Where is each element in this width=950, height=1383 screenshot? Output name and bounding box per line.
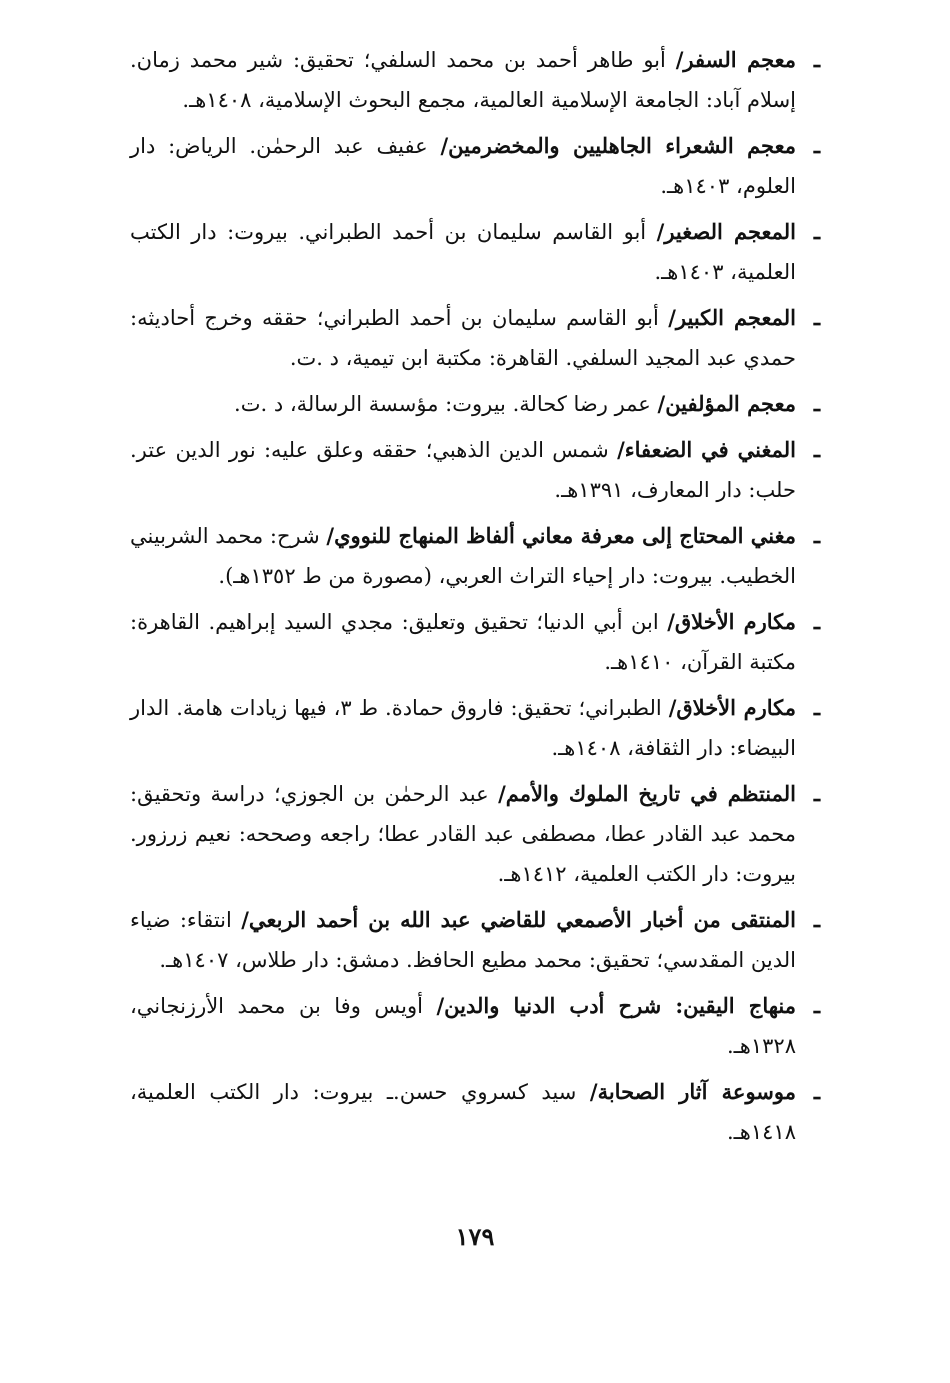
bibliography-entry — [130, 688, 820, 768]
bibliography-list — [130, 40, 820, 1158]
entry-body: عمر رضا كحالة. بيروت: مؤسسة الرسالة، د .ت. — [234, 392, 651, 416]
entry-title: المعجم الصغير/ — [656, 219, 796, 244]
bibliography-entry — [130, 774, 820, 894]
entry-dash: ـ — [813, 305, 820, 330]
bibliography-entry — [130, 384, 820, 424]
entry-title: منهاج اليقين: شرح أدب الدنيا والدين/ — [436, 993, 796, 1018]
entry-title: مكارم الأخلاق/ — [667, 609, 796, 634]
bibliography-entry — [130, 1072, 820, 1152]
entry-dash: ـ — [813, 609, 820, 634]
bibliography-entry — [130, 212, 820, 292]
entry-title: موسوعة آثار الصحابة/ — [589, 1079, 796, 1104]
entry-body: شمس الدين الذهبي؛ حققه وعلق عليه: نور الدين عتر. حلب: دار المعارف، ١٣٩١هـ. — [130, 438, 796, 502]
entry-body: سيد كسروي حسن.ـ بيروت: دار الكتب العلمية، ١٤١٨هـ. — [130, 1080, 796, 1144]
entry-body: أبو القاسم سليمان بن أحمد الطبراني؛ حققه وخرج أحاديثه: حمدي عبد المجيد السلفي. القاهرة: مكتبة ابن تيمية، د .ت. — [130, 306, 796, 370]
bibliography-entry — [130, 430, 820, 510]
entry-title: المغني في الضعفاء/ — [617, 437, 796, 462]
entry-title: مكارم الأخلاق/ — [668, 695, 796, 720]
page-number: ١٧٩ — [455, 1222, 495, 1251]
entry-title: معجم السفر/ — [675, 47, 797, 72]
entry-body: أبو القاسم سليمان بن أحمد الطبراني. بيروت: دار الكتب العلمية، ١٤٠٣هـ. — [130, 220, 796, 284]
entry-dash: ـ — [813, 133, 820, 158]
entry-body: شرح: محمد الشربيني الخطيب. بيروت: دار إحياء التراث العربي، (مصورة من ط ١٣٥٢هـ). — [130, 524, 796, 588]
bibliography-entry — [130, 986, 820, 1066]
entry-dash: ـ — [813, 695, 820, 720]
entry-body: عبد الرحمٰن بن الجوزي؛ دراسة وتحقيق: محمد عبد القادر عطا، مصطفى عبد القادر عطا؛ راجعه وصححه: نعيم زرزور. بيروت: دار الكتب العلمية، ١٤١٢هـ. — [130, 782, 796, 886]
bibliography-entry — [130, 40, 820, 120]
entry-dash: ـ — [813, 781, 820, 806]
bibliography-entry — [130, 516, 820, 596]
entry-dash: ـ — [813, 523, 820, 548]
entry-dash: ـ — [813, 1079, 820, 1104]
entry-dash: ـ — [813, 993, 820, 1018]
entry-title: المنتظم في تاريخ الملوك والأمم/ — [498, 781, 797, 806]
bibliography-entry — [130, 900, 820, 980]
entry-dash: ـ — [813, 907, 820, 932]
entry-dash: ـ — [813, 391, 820, 416]
entry-body: عفيف عبد الرحمٰن. الرياض: دار العلوم، ١٤٠٣هـ. — [130, 134, 796, 198]
bibliography-entry — [130, 126, 820, 206]
entry-title: معجم الشعراء الجاهليين والمخضرمين/ — [440, 133, 796, 158]
entry-dash: ـ — [813, 47, 820, 72]
entry-title: المعجم الكبير/ — [668, 305, 796, 330]
entry-body: ابن أبي الدنيا؛ تحقيق وتعليق: مجدي السيد إبراهيم. القاهرة: مكتبة القرآن، ١٤١٠هـ. — [130, 610, 796, 674]
entry-body: أبو طاهر أحمد بن محمد السلفي؛ تحقيق: شير محمد زمان. إسلام آباد: الجامعة الإسلامية العالمية، مجمع البحوث الإسلامية، ١٤٠٨هـ. — [130, 48, 796, 112]
bibliography-entry — [130, 602, 820, 682]
bibliography-entry — [130, 298, 820, 378]
entry-body: انتقاء: ضياء الدين المقدسي؛ تحقيق: محمد مطيع الحافظ. دمشق: دار طلاس، ١٤٠٧هـ. — [130, 908, 796, 972]
entry-dash: ـ — [813, 219, 820, 244]
entry-title: معجم المؤلفين/ — [657, 391, 796, 416]
entry-body: أويس وفا بن محمد الأرزنجاني، ١٣٢٨هـ. — [130, 994, 796, 1058]
entry-body: الطبراني؛ تحقيق: فاروق حمادة. ط ٣، فيها زيادات هامة. الدار البيضاء: دار الثقافة، ١٤٠٨هـ. — [130, 696, 796, 760]
entry-title: المنتقى من أخبار الأصمعي للقاضي عبد الله بن أحمد الربعي/ — [241, 907, 796, 932]
entry-dash: ـ — [813, 437, 820, 462]
entry-title: مغني المحتاج إلى معرفة معاني ألفاظ المنهاج للنووي/ — [326, 523, 796, 548]
